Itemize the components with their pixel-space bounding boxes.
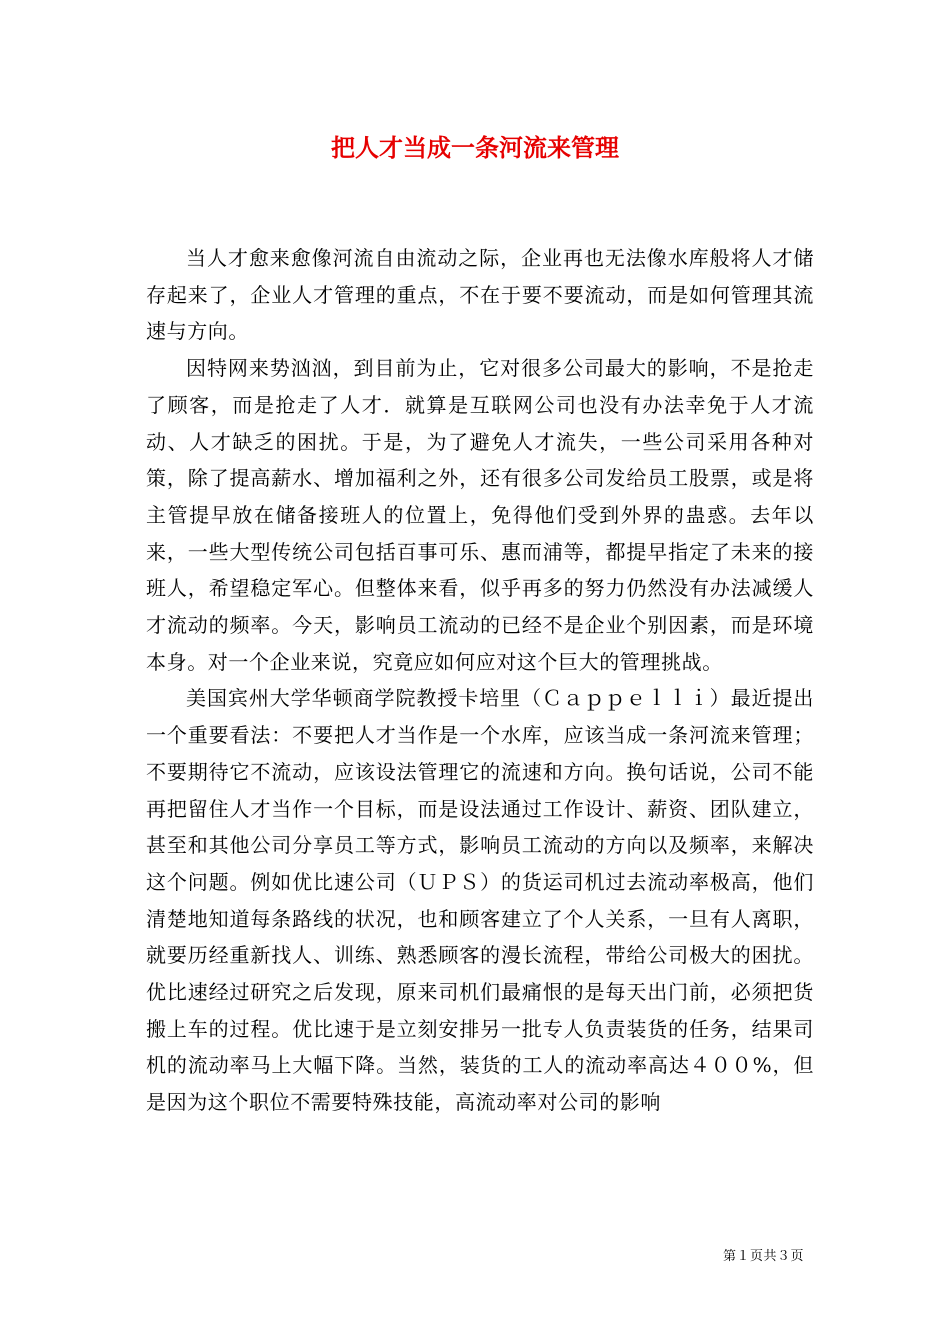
paragraph-3: 美国宾州大学华顿商学院教授卡培里（Ｃａｐｐｅｌｌｉ）最近提出一个重要看法：不要把人才当作是一个水库，应该当成一条河流来管理；不要期待它不流动，应该设法管理它的流速和方向。换句话说，公司不能再把留住人才当作一个目标，而是设法通过工作设计、薪资、团队建立，甚至和其他公司分享员工等方式，影响员工流动的方向以及频率，来解决这个问题。例如优比速公司（ＵＰＳ）的货运司机过去流动率极高，他们清楚地知道每条路线的状况，也和顾客建立了个人关系，一旦有人离职，就要历经重新找人、训练、熟悉顾客的漫长流程，带给公司极大的困扰。优比速经过研究之后发现，原来司机们最痛恨的是每天出门前，必须把货搬上车的过程。优比速于是立刻安排另一批专人负责装货的任务，结果司机的流动率马上大幅下降。当然，装货的工人的流动率高达４００%，但是因为这个职位不需要特殊技能，高流动率对公司的影响	[146, 686, 814, 1115]
document-body	[146, 240, 814, 1121]
paragraph-2: 因特网来势汹汹，到目前为止，它对很多公司最大的影响，不是抢走了顾客，而是抢走了人才．就算是互联网公司也没有办法幸免于人才流动、人才缺乏的困扰。于是，为了避免人才流失，一些公司采用各种对策，除了提高薪水、增加福利之外，还有很多公司发给员工股票，或是将主管提早放在储备接班人的位置上，免得他们受到外界的蛊惑。去年以来，一些大型传统公司包括百事可乐、惠而浦等，都提早指定了未来的接班人，希望稳定军心。但整体来看，似乎再多的努力仍然没有办法减缓人才流动的频率。今天，影响员工流动的已经不是企业个别因素，而是环境本身。对一个企业来说，究竟应如何应对这个巨大的管理挑战。	[146, 356, 814, 674]
page-number: 第１页共３页	[722, 1249, 804, 1264]
document-title: 把人才当成一条河流来管理	[331, 133, 619, 162]
paragraph-1: 当人才愈来愈像河流自由流动之际，企业再也无法像水库般将人才储存起来了，企业人才管理的重点，不在于要不要流动，而是如何管理其流速与方向。	[146, 246, 814, 344]
